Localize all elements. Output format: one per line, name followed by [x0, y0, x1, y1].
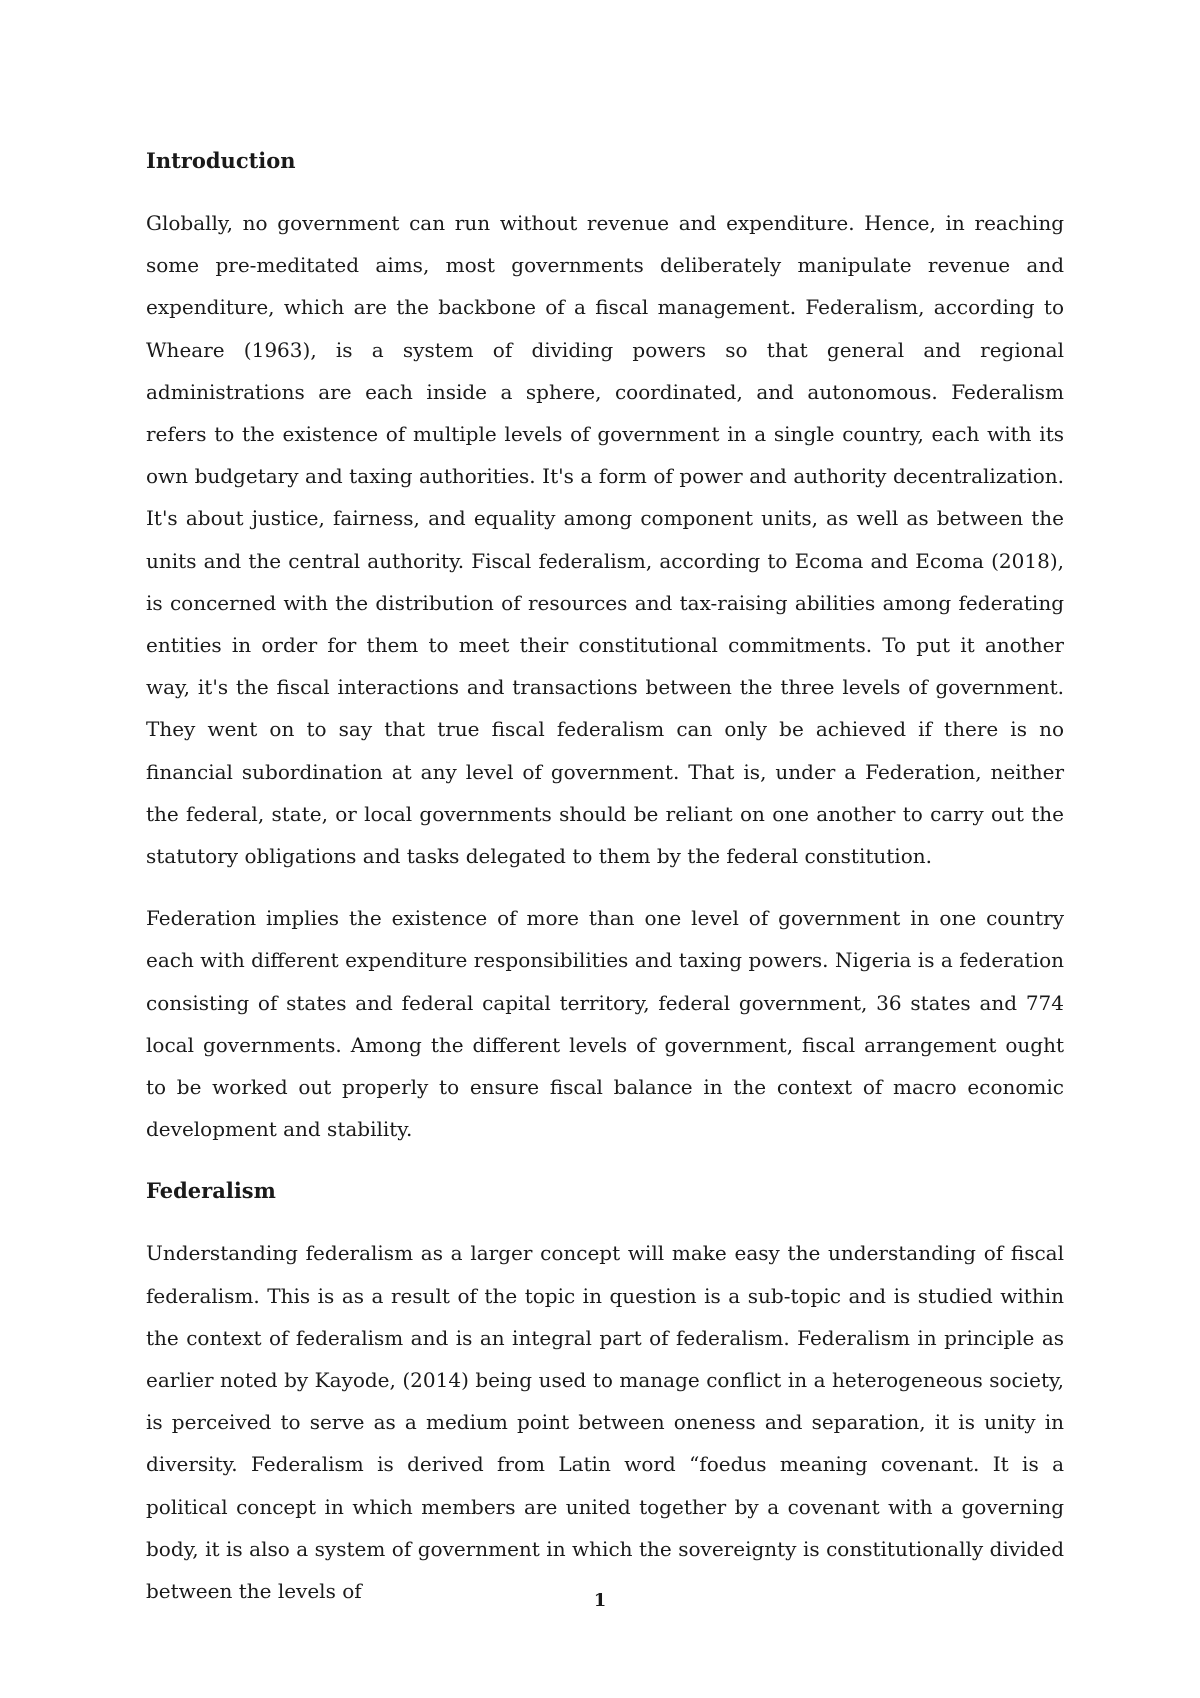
section-heading-federalism: Federalism [146, 1178, 276, 1204]
page-body [146, 140, 1064, 1632]
federalism-paragraph-1: Understanding federalism as a larger concept will make easy the understanding of fiscal federalism. This is as a result of the topic in question is a sub-topic and is studied within the context of federalism and is an integral part of federalism. Federalism in principle as earlier noted by Kayode, (2014) being used to manage conflict in a heterogeneous society, is perceived to serve as a medium point between oneness and separation, it is unity in diversity. Federalism is derived from Latin word “foedus meaning covenant. It is a political concept in which members are united together by a covenant with a governing body, it is also a system of government in which the sovereignty is constitutionally divided between the levels of [146, 1241, 1064, 1604]
intro-paragraph-1: Globally, no government can run without revenue and expenditure. Hence, in reaching some pre-meditated aims, most governments deliberately manipulate revenue and expenditure, which are the backbone of a fiscal management. Federalism, according to Wheare (1963), is a system of dividing powers so that general and regional administrations are each inside a sphere, coordinated, and autonomous. Federalism refers to the existence of multiple levels of government in a single country, each with its own budgetary and taxing authorities. It's a form of power and authority decentralization. It's about justice, fairness, and equality among component units, as well as between the units and the central authority. Fiscal federalism, according to Ecoma and Ecoma (2018), is concerned with the distribution of resources and tax-raising abilities among federating entities in order for them to meet their constitutional commitments. To put it another way, it's the fiscal interactions and transactions between the three levels of government. They went on to say that true fiscal federalism can only be achieved if there is no financial subordination at any level of government. That is, under a Federation, neither the federal, state, or local governments should be reliant on one another to carry out the statutory obligations and tasks delegated to them by the federal constitution. [146, 211, 1064, 869]
section-heading-introduction: Introduction [146, 148, 296, 173]
page-number: 1 [593, 1590, 607, 1611]
intro-paragraph-2: Federation implies the existence of more than one level of government in one country each with different expenditure responsibilities and taxing powers. Nigeria is a federation consisting of states and federal capital territory, federal government, 36 states and 774 local governments. Among the different levels of government, fiscal arrangement ought to be worked out properly to ensure fiscal balance in the context of macro economic development and stability. [146, 906, 1064, 1142]
